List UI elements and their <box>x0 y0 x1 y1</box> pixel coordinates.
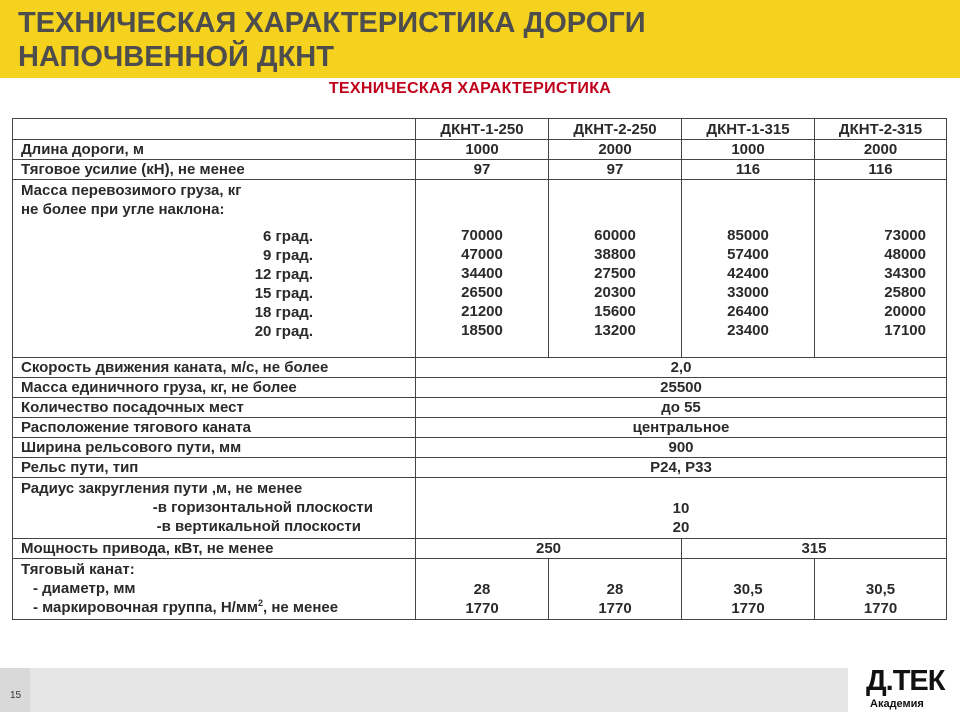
rope-label-line-2: - диаметр, мм <box>33 580 136 597</box>
table-row <box>13 160 947 180</box>
cell-value: 85000 <box>727 227 769 244</box>
mass-column <box>416 180 549 358</box>
table-row <box>13 539 947 559</box>
row-label: Длина дороги, м <box>13 140 416 160</box>
cell-value: 26400 <box>727 303 769 320</box>
row-label-radius <box>13 478 416 539</box>
cell-value: до 55 <box>416 398 947 418</box>
column-header: ДКНТ-2-250 <box>549 119 682 140</box>
cell-value: 1770 <box>598 600 632 617</box>
cell-value: 33000 <box>727 284 769 301</box>
cell-value: 10 <box>672 500 690 517</box>
cell-value: 42400 <box>727 265 769 282</box>
cell-value: 23400 <box>727 322 769 339</box>
row-label: Скорость движения каната, м/с, не более <box>13 358 416 378</box>
mass-column <box>549 180 682 358</box>
rope-column <box>815 559 947 620</box>
section-subtitle: ТЕХНИЧЕСКАЯ ХАРАКТЕРИСТИКА <box>328 80 612 97</box>
cell-value: 20 <box>672 519 690 536</box>
table-header-row <box>13 119 947 140</box>
rope-column <box>682 559 815 620</box>
logo-subtitle: Академия <box>870 698 924 710</box>
cell-value: 18500 <box>461 322 503 339</box>
cell-value: 34300 <box>884 265 926 282</box>
table-row <box>13 458 947 478</box>
table-row <box>13 140 947 160</box>
angle-label: 18 град. <box>254 304 313 321</box>
mass-label-line-2: не более при угле наклона: <box>21 201 225 218</box>
rope-label-line-1: Тяговый канат: <box>21 561 135 578</box>
angle-label: 6 град. <box>263 228 313 245</box>
cell-value: 47000 <box>461 246 503 263</box>
table-row <box>13 418 947 438</box>
row-label: Масса единичного груза, кг, не более <box>13 378 416 398</box>
cell-value: 48000 <box>884 246 926 263</box>
cell-value: 30,5 <box>733 581 763 598</box>
spec-table <box>12 118 947 620</box>
cell-value: 20300 <box>594 284 636 301</box>
cell-value: 15600 <box>594 303 636 320</box>
rope-column <box>549 559 682 620</box>
cell-value: 57400 <box>727 246 769 263</box>
cell-value: центральное <box>416 418 947 438</box>
table-row-mass <box>13 180 947 358</box>
cell-value: 25500 <box>416 378 947 398</box>
mass-column <box>815 180 947 358</box>
table-row <box>13 358 947 378</box>
rope-column <box>416 559 549 620</box>
row-label: Ширина рельсового пути, мм <box>13 438 416 458</box>
cell-value: 2,0 <box>416 358 947 378</box>
radius-label-line-3: -в вертикальной плоскости <box>156 518 361 535</box>
cell-value: 97 <box>416 160 549 180</box>
angle-label: 20 град. <box>254 323 313 340</box>
cell-value: 116 <box>682 160 815 180</box>
dtek-academy-logo <box>858 666 958 716</box>
radius-label-line-2: -в горизонтальной плоскости <box>152 499 373 516</box>
cell-value: 21200 <box>461 303 503 320</box>
cell-value: 28 <box>473 581 491 598</box>
cell-value: 900 <box>416 438 947 458</box>
cell-value: 73000 <box>884 227 926 244</box>
mass-column <box>682 180 815 358</box>
cell-value: 2000 <box>815 140 947 160</box>
cell-value: Р24, Р33 <box>416 458 947 478</box>
cell-value: 38800 <box>594 246 636 263</box>
row-label: Тяговое усилие (кН), не менее <box>13 160 416 180</box>
table-row-radius <box>13 478 947 539</box>
header-banner <box>0 0 960 78</box>
column-header: ДКНТ-2-315 <box>815 119 947 140</box>
footer-bar <box>0 668 848 712</box>
cell-value: 97 <box>549 160 682 180</box>
cell-value: 26500 <box>461 284 503 301</box>
row-label-mass <box>13 180 416 358</box>
cell-value: 250 <box>416 539 682 559</box>
column-header: ДКНТ-1-250 <box>416 119 549 140</box>
cell-value: 1770 <box>731 600 765 617</box>
cell-value: 1770 <box>465 600 499 617</box>
rope-label-line-3: - маркировочная группа, $Н/мм^2$, не менее <box>33 598 339 616</box>
page-title-line-2: НАПОЧВЕННОЙ ДКНТ <box>18 41 334 73</box>
table-row <box>13 438 947 458</box>
cell-value: 17100 <box>884 322 926 339</box>
radius-label-line-1: Радиус закругления пути ,м, не менее <box>21 480 303 497</box>
cell-value: 25800 <box>884 284 926 301</box>
angle-label: 9 град. <box>263 247 313 264</box>
mass-label-line-1: Масса перевозимого груза, кг <box>21 182 242 199</box>
cell-value: 2000 <box>549 140 682 160</box>
row-label: Мощность привода, кВт, не менее <box>13 539 416 559</box>
cell-value: 28 <box>606 581 624 598</box>
cell-value: 60000 <box>594 227 636 244</box>
page-number: 15 <box>10 690 22 701</box>
column-header: ДКНТ-1-315 <box>682 119 815 140</box>
cell-value: 1000 <box>682 140 815 160</box>
row-label: Расположение тягового каната <box>13 418 416 438</box>
table-row-rope <box>13 559 947 620</box>
row-label: Количество посадочных мест <box>13 398 416 418</box>
header-empty-cell <box>13 119 416 140</box>
cell-value: 30,5 <box>865 581 896 598</box>
cell-value: 27500 <box>594 265 636 282</box>
table-row <box>13 378 947 398</box>
cell-value: 70000 <box>461 227 503 244</box>
page-title-line-1: ТЕХНИЧЕСКАЯ ХАРАКТЕРИСТИКА ДОРОГИ <box>18 7 646 39</box>
angle-label: 12 град. <box>254 266 313 283</box>
cell-value: 34400 <box>461 265 503 282</box>
cell-value: 1000 <box>416 140 549 160</box>
cell-value: 315 <box>682 539 947 559</box>
cell-value: 20000 <box>884 303 926 320</box>
row-label: Рельс пути, тип <box>13 458 416 478</box>
row-label-rope <box>13 559 416 620</box>
radius-values <box>416 478 947 539</box>
cell-value: 13200 <box>594 322 636 339</box>
angle-label: 15 град. <box>254 285 313 302</box>
cell-value: 1770 <box>863 600 898 617</box>
logo-wordmark: Д.ТЕК <box>866 665 945 697</box>
cell-value: 116 <box>815 160 947 180</box>
table-row <box>13 398 947 418</box>
